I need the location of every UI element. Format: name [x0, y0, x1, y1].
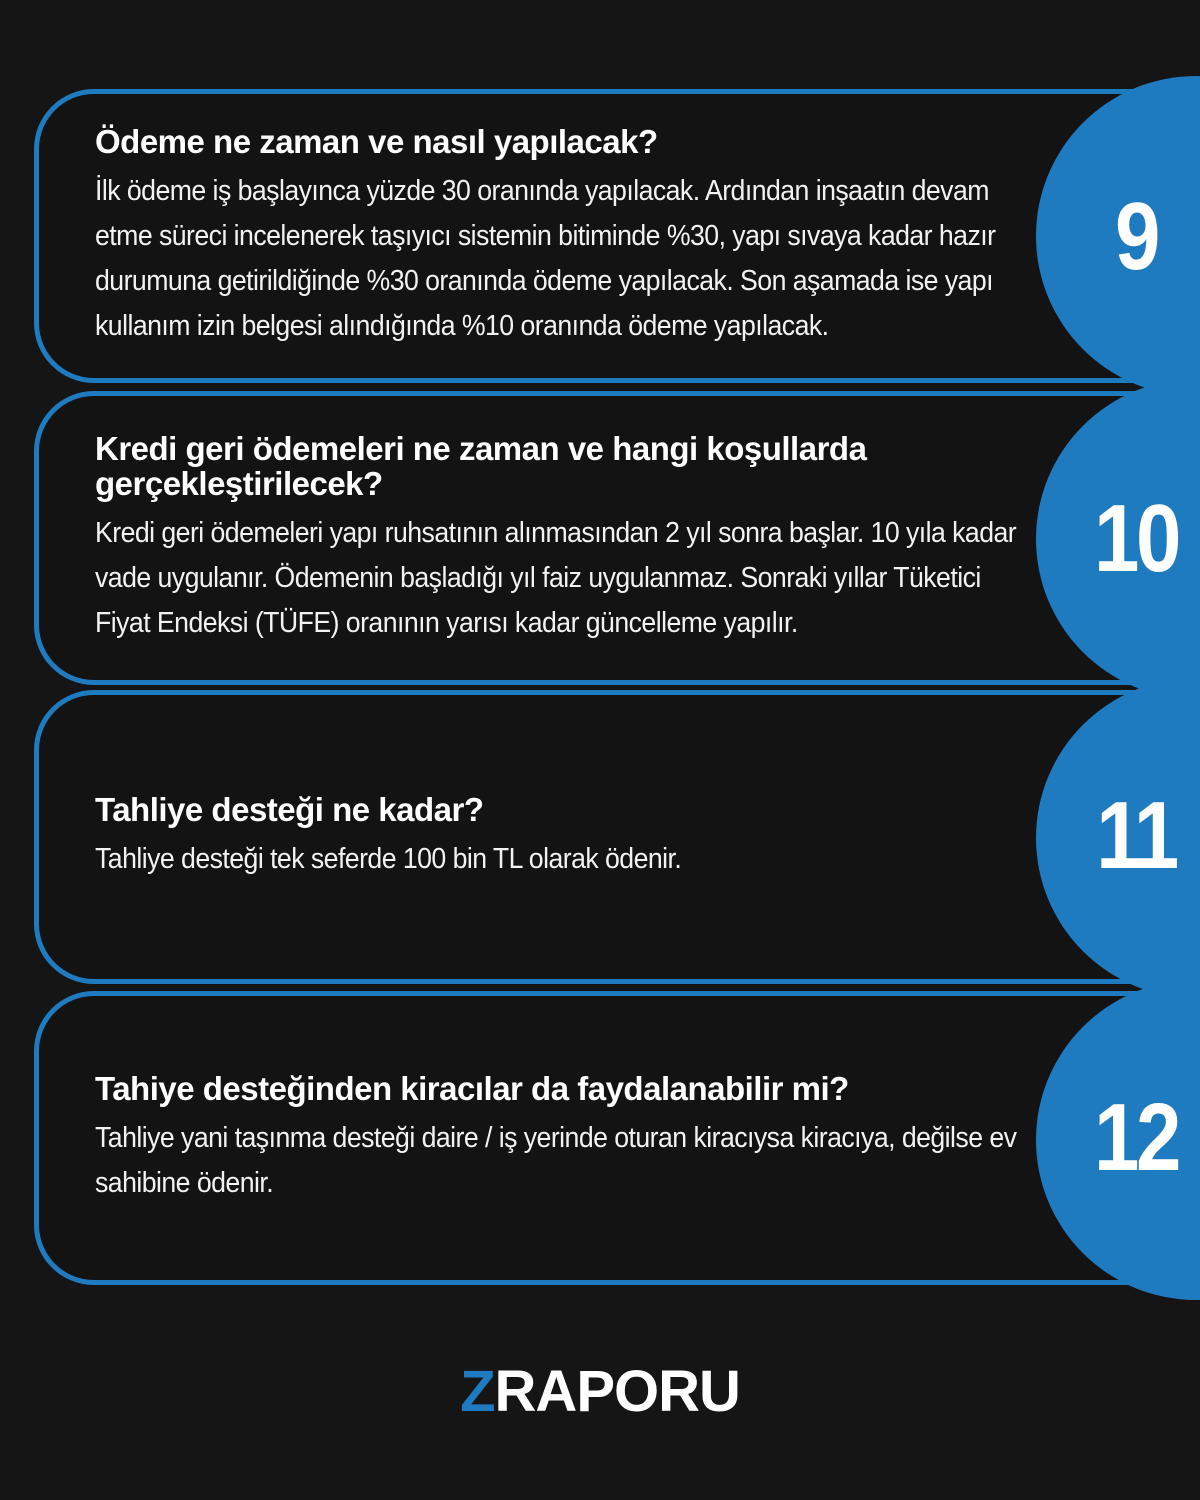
faq-card-content — [95, 996, 1034, 1280]
faq-answer: Kredi geri ödemeleri yapı ruhsatının alınmasından 2 yıl sonra başlar. 10 yıla kadar vade uygulanır. Ödemenin başladığı yıl faiz uygulanmaz. Sonraki yıllar Tüketici Fiyat Endeksi (TÜFE) oranının yarısı kadar güncelleme yapılır. — [95, 516, 1017, 639]
faq-card-content — [95, 695, 1034, 979]
logo-z: Z — [460, 1359, 495, 1424]
logo-raporu: RAPORU — [494, 1359, 740, 1424]
faq-answer: Tahliye desteği tek seferde 100 bin TL olarak ödenir. — [95, 843, 682, 875]
faq-card-9 — [34, 89, 1200, 383]
faq-question: Ödeme ne zaman ve nasıl yapılacak? — [95, 122, 658, 160]
faq-number-10: 10 — [1094, 485, 1178, 592]
faq-question: Kredi geri ödemeleri ne zaman ve hangi koşullarda gerçekleştirilecek? — [95, 429, 867, 502]
faq-question: Tahliye desteği ne kadar? — [95, 791, 484, 828]
faq-card-12 — [34, 991, 1200, 1285]
faq-card-11 — [34, 690, 1200, 984]
faq-number-9: 9 — [1115, 183, 1157, 290]
faq-question: Tahiye desteğinden kiracılar da faydalanabilir mi? — [95, 1069, 849, 1107]
faq-answer: İlk ödeme iş başlayınca yüzde 30 oranında yapılacak. Ardından inşaatın devam etme süreci incelenerek taşıyıcı sistemin bitiminde %30, yapı sıvaya kadar hazır durumuna getirildiğinde %30 oranında ödeme yapılacak. Son aşamada ise yapı kullanım izin belgesi alındığında %10 oranında ödeme yapılacak. — [95, 174, 996, 342]
faq-card-content — [95, 396, 1034, 680]
zraporu-logo — [0, 1358, 1200, 1425]
faq-answer: Tahliye yani taşınma desteği daire / iş yerinde oturan kiracıysa kiracıya, değilse ev sahibine ödenir. — [95, 1121, 1017, 1199]
faq-number-12: 12 — [1094, 1084, 1178, 1191]
faq-card-10 — [34, 391, 1200, 685]
faq-card-content — [95, 94, 1034, 378]
faq-number-11: 11 — [1096, 782, 1176, 889]
